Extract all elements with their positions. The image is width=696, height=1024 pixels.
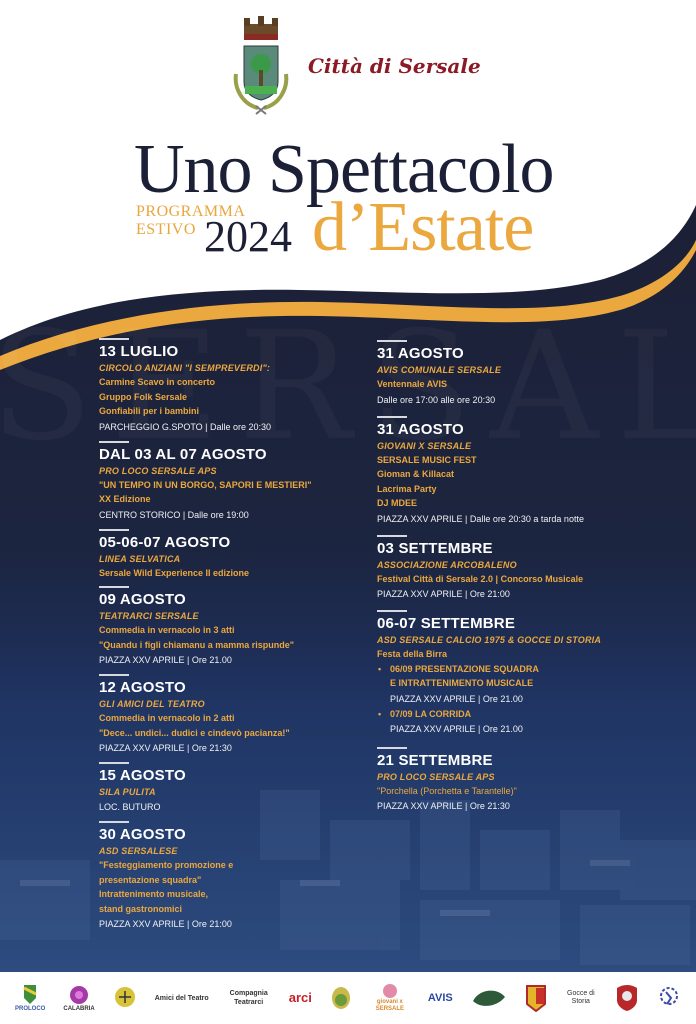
event-location: Dalle ore 17:00 alle ore 20:30	[377, 394, 496, 405]
event-item	[377, 747, 677, 814]
event-detail: Ventennale AVIS	[377, 379, 448, 389]
divider	[377, 535, 407, 537]
event-detail: "Dece... undici... dudici e cindevò pacianza!"	[99, 727, 290, 738]
sponsor-logo-asd-sersalese	[615, 978, 639, 1018]
sponsor-label: Amici del Teatro	[154, 994, 209, 1002]
event-detail: Festival Città di Sersale 2.0 | Concorso Musicale	[377, 573, 584, 584]
giovani-emblem-icon	[380, 983, 400, 999]
event-date: 12 AGOSTO	[99, 679, 186, 696]
city-crest-icon	[228, 16, 294, 116]
event-organizer: ASD SERSALESE	[99, 846, 178, 856]
sponsor-logo-gocce-storia	[565, 978, 597, 1018]
event-detail: "UN TEMPO IN UN BORGO, SAPORI E MESTIERI"	[99, 479, 312, 490]
sponsor-logo-linea-selvatica	[471, 978, 507, 1018]
divider	[377, 610, 407, 612]
sponsor-logo-amici-teatro	[155, 978, 209, 1018]
sponsor-logo-calabria	[63, 978, 94, 1018]
sponsor-label: PROLOCO	[15, 1005, 46, 1012]
event-organizer: PRO LOCO SERSALE APS	[99, 465, 217, 476]
sponsor-label: CALABRIA	[63, 1005, 95, 1012]
poster-year: 2024	[204, 212, 292, 261]
event-detail: Gioman & Killacat	[377, 469, 455, 479]
event-location: PIAZZA XXV APRILE | Ore 21:30	[99, 743, 232, 753]
divider	[377, 340, 407, 342]
event-date: 05-06-07 AGOSTO	[99, 533, 231, 551]
event-detail: Gruppo Folk Sersale	[99, 391, 188, 402]
events-column-left	[99, 338, 359, 938]
event-detail: "Porchella (Porchetta e Tarantelle)"	[377, 786, 517, 796]
football-crest-icon	[615, 984, 639, 1012]
program-label-line2: ESTIVO	[136, 221, 196, 238]
sponsor-logo-circolo	[330, 978, 352, 1018]
event-detail: "Quandu i figli chiamanu a mamma rispunde"	[99, 639, 295, 650]
sub-event-location: PIAZZA XXV APRILE | Ore 21.00	[390, 724, 523, 734]
sponsor-label: AVIS	[427, 992, 453, 1004]
event-detail: Sersale Wild Experience II edizione	[99, 567, 249, 578]
event-detail: Intrattenimento musicale,	[99, 889, 209, 899]
arcobaleno-emblem-icon	[657, 984, 681, 1012]
event-organizer: LINEA SELVATICA	[99, 553, 181, 564]
divider	[377, 747, 407, 749]
sponsor-logo-proloco	[15, 978, 45, 1018]
event-detail: Carmine Scavo in concerto	[99, 377, 216, 387]
divider	[99, 441, 129, 443]
event-detail: Gonfiabili per i bambini	[99, 406, 200, 416]
events-column-right	[377, 340, 677, 820]
event-organizer: ASSOCIAZIONE ARCOBALENO	[377, 559, 517, 570]
sub-event-title: • 06/09 PRESENTAZIONE SQUADRA	[377, 662, 677, 677]
sponsor-label: Compagnia Teatrarci	[229, 990, 268, 1006]
sub-event-title: E INTRATTENIMENTO MUSICALE	[390, 678, 534, 688]
divider	[99, 762, 129, 764]
event-organizer: ASD SERSALE CALCIO 1975 & GOCCE DI STORIA	[377, 635, 602, 645]
event-location: LOC. BUTURO	[99, 802, 161, 812]
event-detail: Lacrima Party	[377, 483, 437, 494]
event-organizer: GIOVANI X SERSALE	[377, 440, 472, 451]
event-date: 31 AGOSTO	[377, 420, 464, 438]
event-location: PIAZZA XXV APRILE | Ore 21:30	[377, 800, 510, 811]
event-location: CENTRO STORICO | Dalle ore 19:00	[99, 509, 249, 520]
event-date: 15 AGOSTO	[99, 767, 186, 784]
event-detail: presentazione squadra"	[99, 874, 202, 885]
sponsor-label: Gocce di Storia	[567, 990, 595, 1005]
event-item	[377, 535, 677, 603]
event-detail: "Festeggiamento promozione e	[99, 860, 234, 870]
divider	[99, 529, 129, 531]
poster-title-line1: Uno Spettacolo	[134, 131, 554, 208]
event-detail: Commedia in vernacolo in 2 atti	[99, 713, 235, 723]
leaf-icon	[471, 987, 507, 1009]
divider	[99, 674, 129, 676]
football-crest-icon	[525, 984, 547, 1012]
event-item	[99, 338, 359, 435]
sponsor-logo-teatrarci	[227, 978, 271, 1018]
program-label-line1: PROGRAMMA	[136, 203, 246, 220]
event-location: PIAZZA XXV APRILE | Ore 21.00	[99, 655, 232, 665]
event-organizer: AVIS COMUNALE SERSALE	[377, 365, 502, 375]
circolo-emblem-icon	[330, 986, 352, 1010]
event-organizer: PRO LOCO SERSALE APS	[377, 772, 495, 782]
event-organizer: TEATRARCI SERSALE	[99, 611, 199, 621]
sponsor-logos-bar	[0, 972, 696, 1024]
event-item	[99, 586, 359, 668]
poster-title-line2: d’Estate	[312, 189, 534, 266]
divider	[99, 338, 129, 340]
event-item	[377, 416, 677, 527]
event-item	[377, 610, 677, 737]
event-detail: XX Edizione	[99, 494, 151, 504]
region-emblem-icon	[113, 985, 137, 1011]
event-date: 30 AGOSTO	[99, 826, 186, 843]
event-item	[377, 340, 677, 408]
event-date: 21 SETTEMBRE	[377, 752, 493, 769]
sponsor-logo-avis	[428, 978, 453, 1018]
event-item	[99, 821, 359, 932]
calabria-star-icon	[67, 984, 91, 1006]
event-organizer: GLI AMICI DEL TEATRO	[99, 699, 205, 709]
event-date: 09 AGOSTO	[99, 591, 186, 608]
divider	[99, 586, 129, 588]
sponsor-logo-arci	[289, 978, 312, 1018]
sub-event-location: PIAZZA XXV APRILE | Ore 21.00	[390, 693, 523, 704]
event-location: PIAZZA XXV APRILE | Dalle ore 20:30 a tarda notte	[377, 513, 584, 524]
sponsor-logo-asd-sersale-crest	[525, 978, 547, 1018]
sponsor-logo-regione	[113, 978, 137, 1018]
event-organizer: CIRCOLO ANZIANI "I SEMPREVERDI":	[99, 363, 271, 373]
event-detail: DJ MDEE	[377, 498, 418, 508]
event-item	[99, 762, 359, 815]
event-location: PARCHEGGIO G.SPOTO | Dalle ore 20:30	[99, 421, 272, 432]
event-date: 06-07 SETTEMBRE	[377, 615, 516, 632]
sponsor-logo-arcobaleno	[657, 978, 681, 1018]
sub-event-title: • 07/09 LA CORRIDA	[377, 707, 677, 722]
sponsor-label: giovani x SERSALE	[375, 999, 405, 1012]
proloco-shield-icon	[16, 984, 44, 1006]
event-date: 03 SETTEMBRE	[377, 539, 493, 557]
event-detail: stand gastronomici	[99, 903, 183, 914]
event-date: 13 LUGLIO	[99, 343, 179, 360]
event-item	[99, 441, 359, 523]
event-location: PIAZZA XXV APRILE | Ore 21:00	[99, 919, 232, 929]
event-date: 31 AGOSTO	[377, 345, 464, 362]
sponsor-label: arci	[288, 990, 312, 1005]
event-item	[99, 674, 359, 756]
event-item	[99, 529, 359, 581]
sponsor-logo-giovani	[370, 978, 410, 1018]
event-organizer: SILA PULITA	[99, 787, 156, 797]
event-detail: Festa della Birra	[377, 649, 448, 659]
city-name: Città di Sersale	[308, 54, 481, 78]
event-detail: Commedia in vernacolo in 3 atti	[99, 625, 235, 635]
event-location: PIAZZA XXV APRILE | Ore 21:00	[377, 589, 510, 599]
divider	[99, 821, 129, 823]
event-date: DAL 03 AL 07 AGOSTO	[99, 445, 267, 463]
event-detail: SERSALE MUSIC FEST	[377, 454, 477, 465]
divider	[377, 416, 407, 418]
